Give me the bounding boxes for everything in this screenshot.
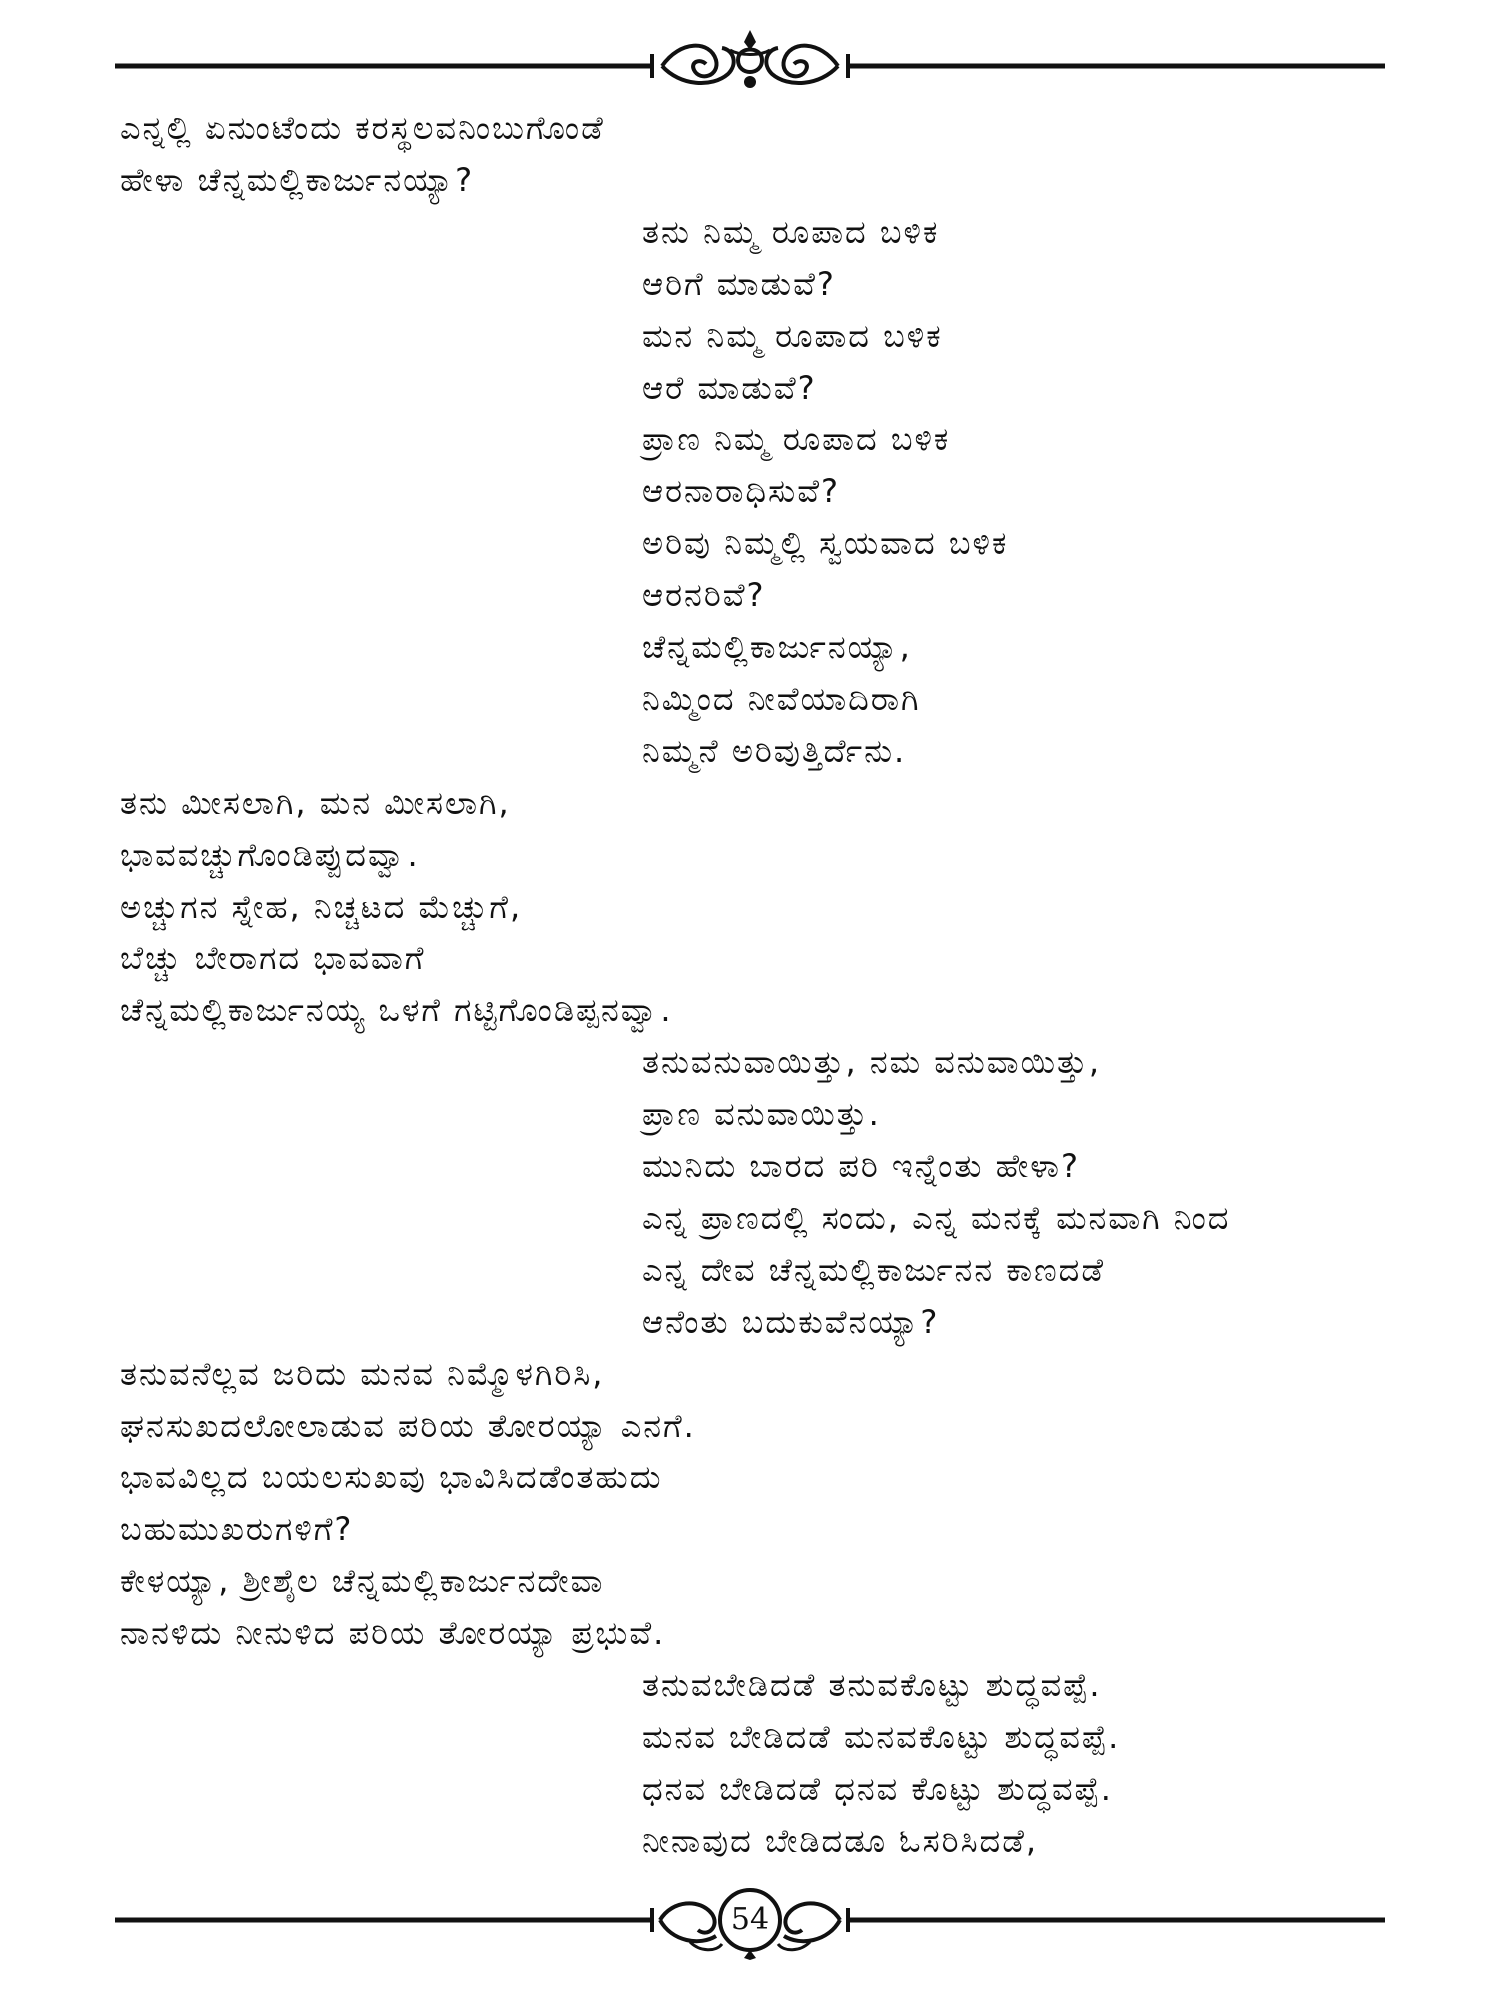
text-line: ಚೆನ್ನಮಲ್ಲಿಕಾರ್ಜುನಯ್ಯಾ, xyxy=(642,628,912,666)
text-line: ತನುವನುವಾಯಿತ್ತು, ನಮ ವನುವಾಯಿತ್ತು, xyxy=(642,1043,1101,1081)
text-line: ಎನ್ನ ದೇವ ಚೆನ್ನಮಲ್ಲಿಕಾರ್ಜುನನ ಕಾಣದಡೆ xyxy=(642,1251,1106,1289)
text-line: ಚೆನ್ನಮಲ್ಲಿಕಾರ್ಜುನಯ್ಯ ಒಳಗೆ ಗಟ್ಟಿಗೊಂಡಿಪ್ಪನವ್ವಾ. xyxy=(120,991,673,1029)
text-line: ಅರಿವು ನಿಮ್ಮಲ್ಲಿ ಸ್ವಯವಾದ ಬಳಿಕ xyxy=(642,524,1009,562)
text-line: ಹೇಳಾ ಚೆನ್ನಮಲ್ಲಿಕಾರ್ಜುನಯ್ಯಾ? xyxy=(120,161,475,199)
text-line: ಆನೆಂತು ಬದುಕುವೆನಯ್ಯಾ? xyxy=(642,1303,940,1341)
text-line: ಆರೆ ಮಾಡುವೆ? xyxy=(642,369,817,407)
text-line: ಮನವ ಬೇಡಿದಡೆ ಮನವಕೊಟ್ಟು ಶುದ್ಧವಪ್ಪೆ. xyxy=(642,1718,1121,1756)
text-line: ಬೆಚ್ಚು ಬೇರಾಗದ ಭಾವವಾಗೆ xyxy=(120,939,426,977)
text-line: ಆರಿಗೆ ಮಾಡುವೆ? xyxy=(642,265,836,303)
text-line: ಎನ್ನ ಪ್ರಾಣದಲ್ಲಿ ಸಂದು, ಎನ್ನ ಮನಕ್ಕೆ ಮನವಾಗಿ ನಿಂದ xyxy=(642,1199,1231,1237)
text-line: ಆರನರಿವೆ? xyxy=(642,576,766,614)
text-line: ಮನ ನಿಮ್ಮ ರೂಪಾದ ಬಳಿಕ xyxy=(642,317,943,355)
text-line: ಬಹುಮುಖರುಗಳಿಗೆ? xyxy=(120,1510,354,1548)
text-line: ಆರನಾರಾಧಿಸುವೆ? xyxy=(642,472,841,510)
header-ornament-rule xyxy=(0,20,1500,100)
text-line: ಎನ್ನಲ್ಲಿ ಏನುಂಟೆಂದು ಕರಸ್ಥಲವನಿಂಬುಗೊಂಡೆ xyxy=(120,109,605,147)
text-line: ತನುವನೆಲ್ಲವ ಜರಿದು ಮನವ ನಿಮ್ಮೊಳಗಿರಿಸಿ, xyxy=(120,1355,605,1393)
text-line: ನಿಮ್ಮಿಂದ ನೀವೆಯಾದಿರಾಗಿ xyxy=(642,680,921,718)
scroll-ornament-icon xyxy=(0,20,1500,100)
text-line: ಭಾವವಿಲ್ಲದ ಬಯಲಸುಖವು ಭಾವಿಸಿದಡೆಂತಹುದು xyxy=(120,1458,663,1496)
page-number: 54 xyxy=(730,1902,770,1937)
text-line: ಅಚ್ಚುಗನ ಸ್ನೇಹ, ನಿಚ್ಚಟದ ಮೆಚ್ಚುಗೆ, xyxy=(120,888,523,926)
text-line: ತನು ಮೀಸಲಾಗಿ, ಮನ ಮೀಸಲಾಗಿ, xyxy=(120,784,511,822)
text-line: ಕೇಳಯ್ಯಾ, ಶ್ರೀಶೈಲ ಚೆನ್ನಮಲ್ಲಿಕಾರ್ಜುನದೇವಾ xyxy=(120,1562,605,1600)
text-line: ನಾನಳಿದು ನೀನುಳಿದ ಪರಿಯ ತೋರಯ್ಯಾ ಪ್ರಭುವೆ. xyxy=(120,1614,666,1652)
text-line: ಪ್ರಾಣ ನಿಮ್ಮ ರೂಪಾದ ಬಳಿಕ xyxy=(642,420,951,458)
text-line: ಮುನಿದು ಬಾರದ ಪರಿ ಇನ್ನೆಂತು ಹೇಳಾ? xyxy=(642,1147,1080,1185)
text-line: ತನು ನಿಮ್ಮ ರೂಪಾದ ಬಳಿಕ xyxy=(642,213,940,251)
text-line: ಭಾವವಚ್ಚುಗೊಂಡಿಪ್ಪುದವ್ವಾ. xyxy=(120,836,420,874)
text-line: ಪ್ರಾಣ ವನುವಾಯಿತ್ತು. xyxy=(642,1095,881,1133)
text-line: ನಿಮ್ಮನೆ ಅರಿವುತ್ತಿರ್ದೆನು. xyxy=(642,732,907,770)
text-line: ಧನವ ಬೇಡಿದಡೆ ಧನವ ಕೊಟ್ಟು ಶುದ್ಧವಪ್ಪೆ. xyxy=(642,1770,1113,1808)
text-line: ಘನಸುಖದಲೋಲಾಡುವ ಪರಿಯ ತೋರಯ್ಯಾ ಎನಗೆ. xyxy=(120,1407,696,1445)
text-line: ನೀನಾವುದ ಬೇಡಿದಡೂ ಓಸರಿಸಿದಡೆ, xyxy=(642,1822,1039,1860)
text-line: ತನುವಬೇಡಿದಡೆ ತನುವಕೊಟ್ಟು ಶುದ್ಧವಪ್ಪೆ. xyxy=(642,1666,1102,1704)
